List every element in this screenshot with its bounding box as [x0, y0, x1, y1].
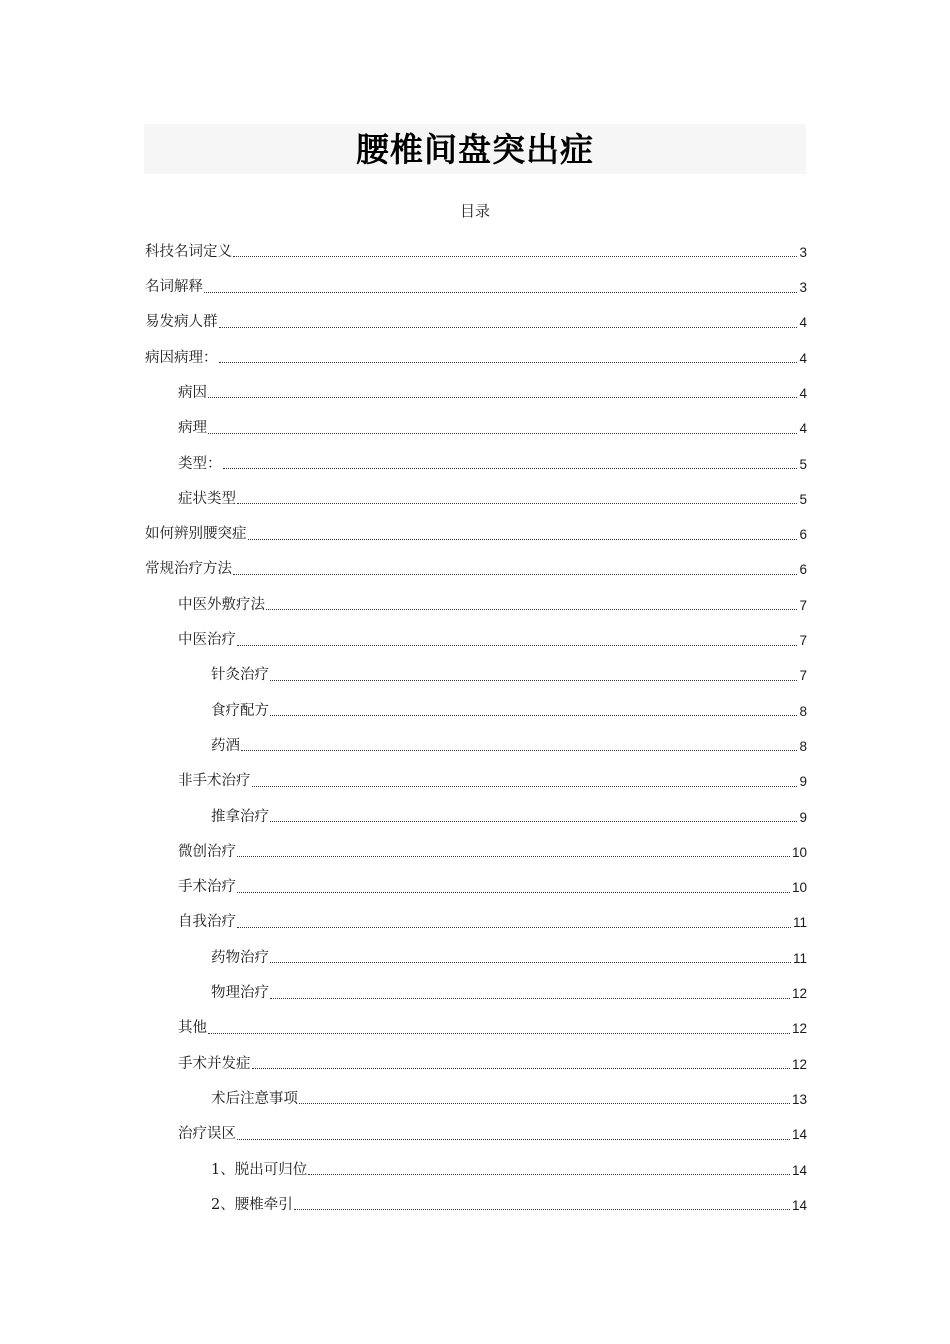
toc-entry-page-number: 14: [791, 1162, 807, 1178]
toc-dot-leader: [270, 680, 797, 681]
toc-entry-page-number: 3: [799, 280, 807, 296]
toc-dot-leader: [241, 750, 797, 751]
toc-entry[interactable]: [145, 1075, 807, 1110]
toc-entry[interactable]: [145, 369, 807, 404]
toc-dot-leader: [237, 503, 797, 504]
toc-entry[interactable]: [145, 899, 807, 934]
toc-heading: 目录: [459, 202, 490, 220]
toc-entry-label: 治疗误区: [178, 1126, 236, 1143]
toc-dot-leader: [233, 256, 797, 257]
toc-entry-label: 病理: [178, 420, 207, 437]
toc-entry-label: 非手术治疗: [178, 773, 251, 790]
toc-dot-leader: [237, 927, 791, 928]
toc-dot-leader: [237, 856, 790, 857]
toc-entry-label: 名词解释: [145, 279, 203, 296]
toc-entry-label: 中医外敷疗法: [178, 596, 265, 613]
toc-entry-page-number: 12: [791, 1056, 807, 1072]
toc-entry-page-number: 10: [791, 844, 807, 860]
toc-entry-label: 推拿治疗: [211, 808, 269, 825]
toc-entry-page-number: 6: [799, 527, 807, 543]
toc-dot-leader: [237, 645, 797, 646]
document-title: 腰椎间盘突出症: [356, 129, 594, 169]
toc-entry-label: 易发病人群: [145, 314, 218, 331]
table-of-contents: [145, 228, 807, 1216]
toc-entry[interactable]: [145, 616, 807, 651]
toc-entry[interactable]: [145, 581, 807, 616]
toc-entry[interactable]: [145, 475, 807, 510]
toc-entry[interactable]: [145, 334, 807, 369]
toc-entry-page-number: 8: [799, 738, 807, 754]
toc-dot-leader: [252, 1068, 790, 1069]
toc-entry[interactable]: [145, 934, 807, 969]
toc-entry[interactable]: [145, 969, 807, 1004]
toc-entry-page-number: 14: [791, 1127, 807, 1143]
toc-dot-leader: [233, 574, 797, 575]
toc-entry-page-number: 14: [791, 1197, 807, 1213]
toc-entry-label: 手术并发症: [178, 1055, 251, 1072]
toc-dot-leader: [248, 539, 798, 540]
toc-entry-label: 手术治疗: [178, 879, 236, 896]
toc-entry-page-number: 6: [799, 562, 807, 578]
toc-entry-page-number: 12: [791, 986, 807, 1002]
toc-dot-leader: [270, 998, 790, 999]
toc-entry-label: 针灸治疗: [211, 667, 269, 684]
toc-entry-label: 症状类型: [178, 490, 236, 507]
toc-dot-leader: [270, 715, 797, 716]
toc-entry-label: 如何辨别腰突症: [145, 526, 247, 543]
toc-entry-page-number: 11: [792, 950, 807, 966]
toc-dot-leader: [237, 1139, 790, 1140]
toc-entry[interactable]: [145, 299, 807, 334]
toc-entry-page-number: 7: [799, 633, 807, 649]
toc-entry[interactable]: [145, 1146, 807, 1181]
toc-entry-label: 其他: [178, 1020, 207, 1037]
toc-entry[interactable]: [145, 228, 807, 263]
toc-entry-page-number: 12: [791, 1021, 807, 1037]
toc-dot-leader: [237, 892, 790, 893]
toc-entry-page-number: 7: [799, 597, 807, 613]
toc-dot-leader: [219, 327, 798, 328]
toc-entry[interactable]: [145, 793, 807, 828]
toc-entry-page-number: 11: [792, 915, 807, 931]
toc-entry-page-number: 9: [799, 809, 807, 825]
toc-entry-page-number: 4: [799, 350, 807, 366]
toc-entry[interactable]: [145, 652, 807, 687]
toc-entry-label: 自我治疗: [178, 914, 236, 931]
toc-entry[interactable]: [145, 828, 807, 863]
toc-entry[interactable]: [145, 757, 807, 792]
toc-entry[interactable]: [145, 722, 807, 757]
toc-entry-label: 微创治疗: [178, 843, 236, 860]
toc-entry-label: 术后注意事项: [211, 1090, 298, 1107]
toc-entry-page-number: 5: [799, 491, 807, 507]
toc-entry-page-number: 4: [799, 421, 807, 437]
toc-entry-page-number: 7: [799, 668, 807, 684]
toc-dot-leader: [208, 433, 797, 434]
toc-entry[interactable]: [145, 263, 807, 298]
toc-entry[interactable]: [145, 687, 807, 722]
toc-entry[interactable]: [145, 510, 807, 545]
toc-entry-page-number: 10: [791, 880, 807, 896]
toc-dot-leader: [294, 1209, 790, 1210]
toc-entry-label: 中医治疗: [178, 632, 236, 649]
toc-entry-label: 病因: [178, 384, 207, 401]
toc-dot-leader: [270, 821, 797, 822]
toc-entry[interactable]: [145, 1040, 807, 1075]
toc-dot-leader: [219, 362, 798, 363]
toc-entry-label: 物理治疗: [211, 985, 269, 1002]
toc-entry-label: 药酒: [211, 737, 240, 754]
toc-entry-label: 食疗配方: [211, 702, 269, 719]
toc-entry-page-number: 8: [799, 703, 807, 719]
toc-dot-leader: [208, 397, 797, 398]
toc-entry-page-number: 5: [799, 456, 807, 472]
toc-entry-label: 2、腰椎牵引: [211, 1196, 293, 1213]
toc-entry-page-number: 4: [799, 385, 807, 401]
title-band: [144, 124, 806, 174]
toc-entry-label: 常规治疗方法: [145, 561, 232, 578]
toc-entry-page-number: 4: [799, 315, 807, 331]
toc-dot-leader: [252, 786, 798, 787]
toc-entry-label: 药物治疗: [211, 949, 269, 966]
toc-entry-page-number: 3: [799, 244, 807, 260]
toc-entry-page-number: 9: [799, 774, 807, 790]
toc-dot-leader: [204, 292, 797, 293]
toc-dot-leader: [270, 962, 791, 963]
toc-entry[interactable]: [145, 1181, 807, 1216]
toc-entry[interactable]: [145, 404, 807, 439]
toc-entry[interactable]: [145, 1110, 807, 1145]
toc-entry-label: 科技名词定义: [145, 243, 232, 260]
toc-dot-leader: [308, 1174, 790, 1175]
toc-entry[interactable]: [145, 546, 807, 581]
toc-dot-leader: [223, 468, 798, 469]
toc-dot-leader: [299, 1103, 790, 1104]
toc-dot-leader: [266, 609, 797, 610]
toc-entry[interactable]: [145, 863, 807, 898]
toc-dot-leader: [208, 1033, 790, 1034]
toc-entry[interactable]: [145, 440, 807, 475]
toc-entry[interactable]: [145, 1005, 807, 1040]
toc-entry-label: 类型：: [178, 455, 222, 472]
toc-entry-label: 1、脱出可归位: [211, 1161, 308, 1178]
toc-entry-label: 病因病理：: [145, 349, 218, 366]
toc-entry-page-number: 13: [791, 1091, 807, 1107]
